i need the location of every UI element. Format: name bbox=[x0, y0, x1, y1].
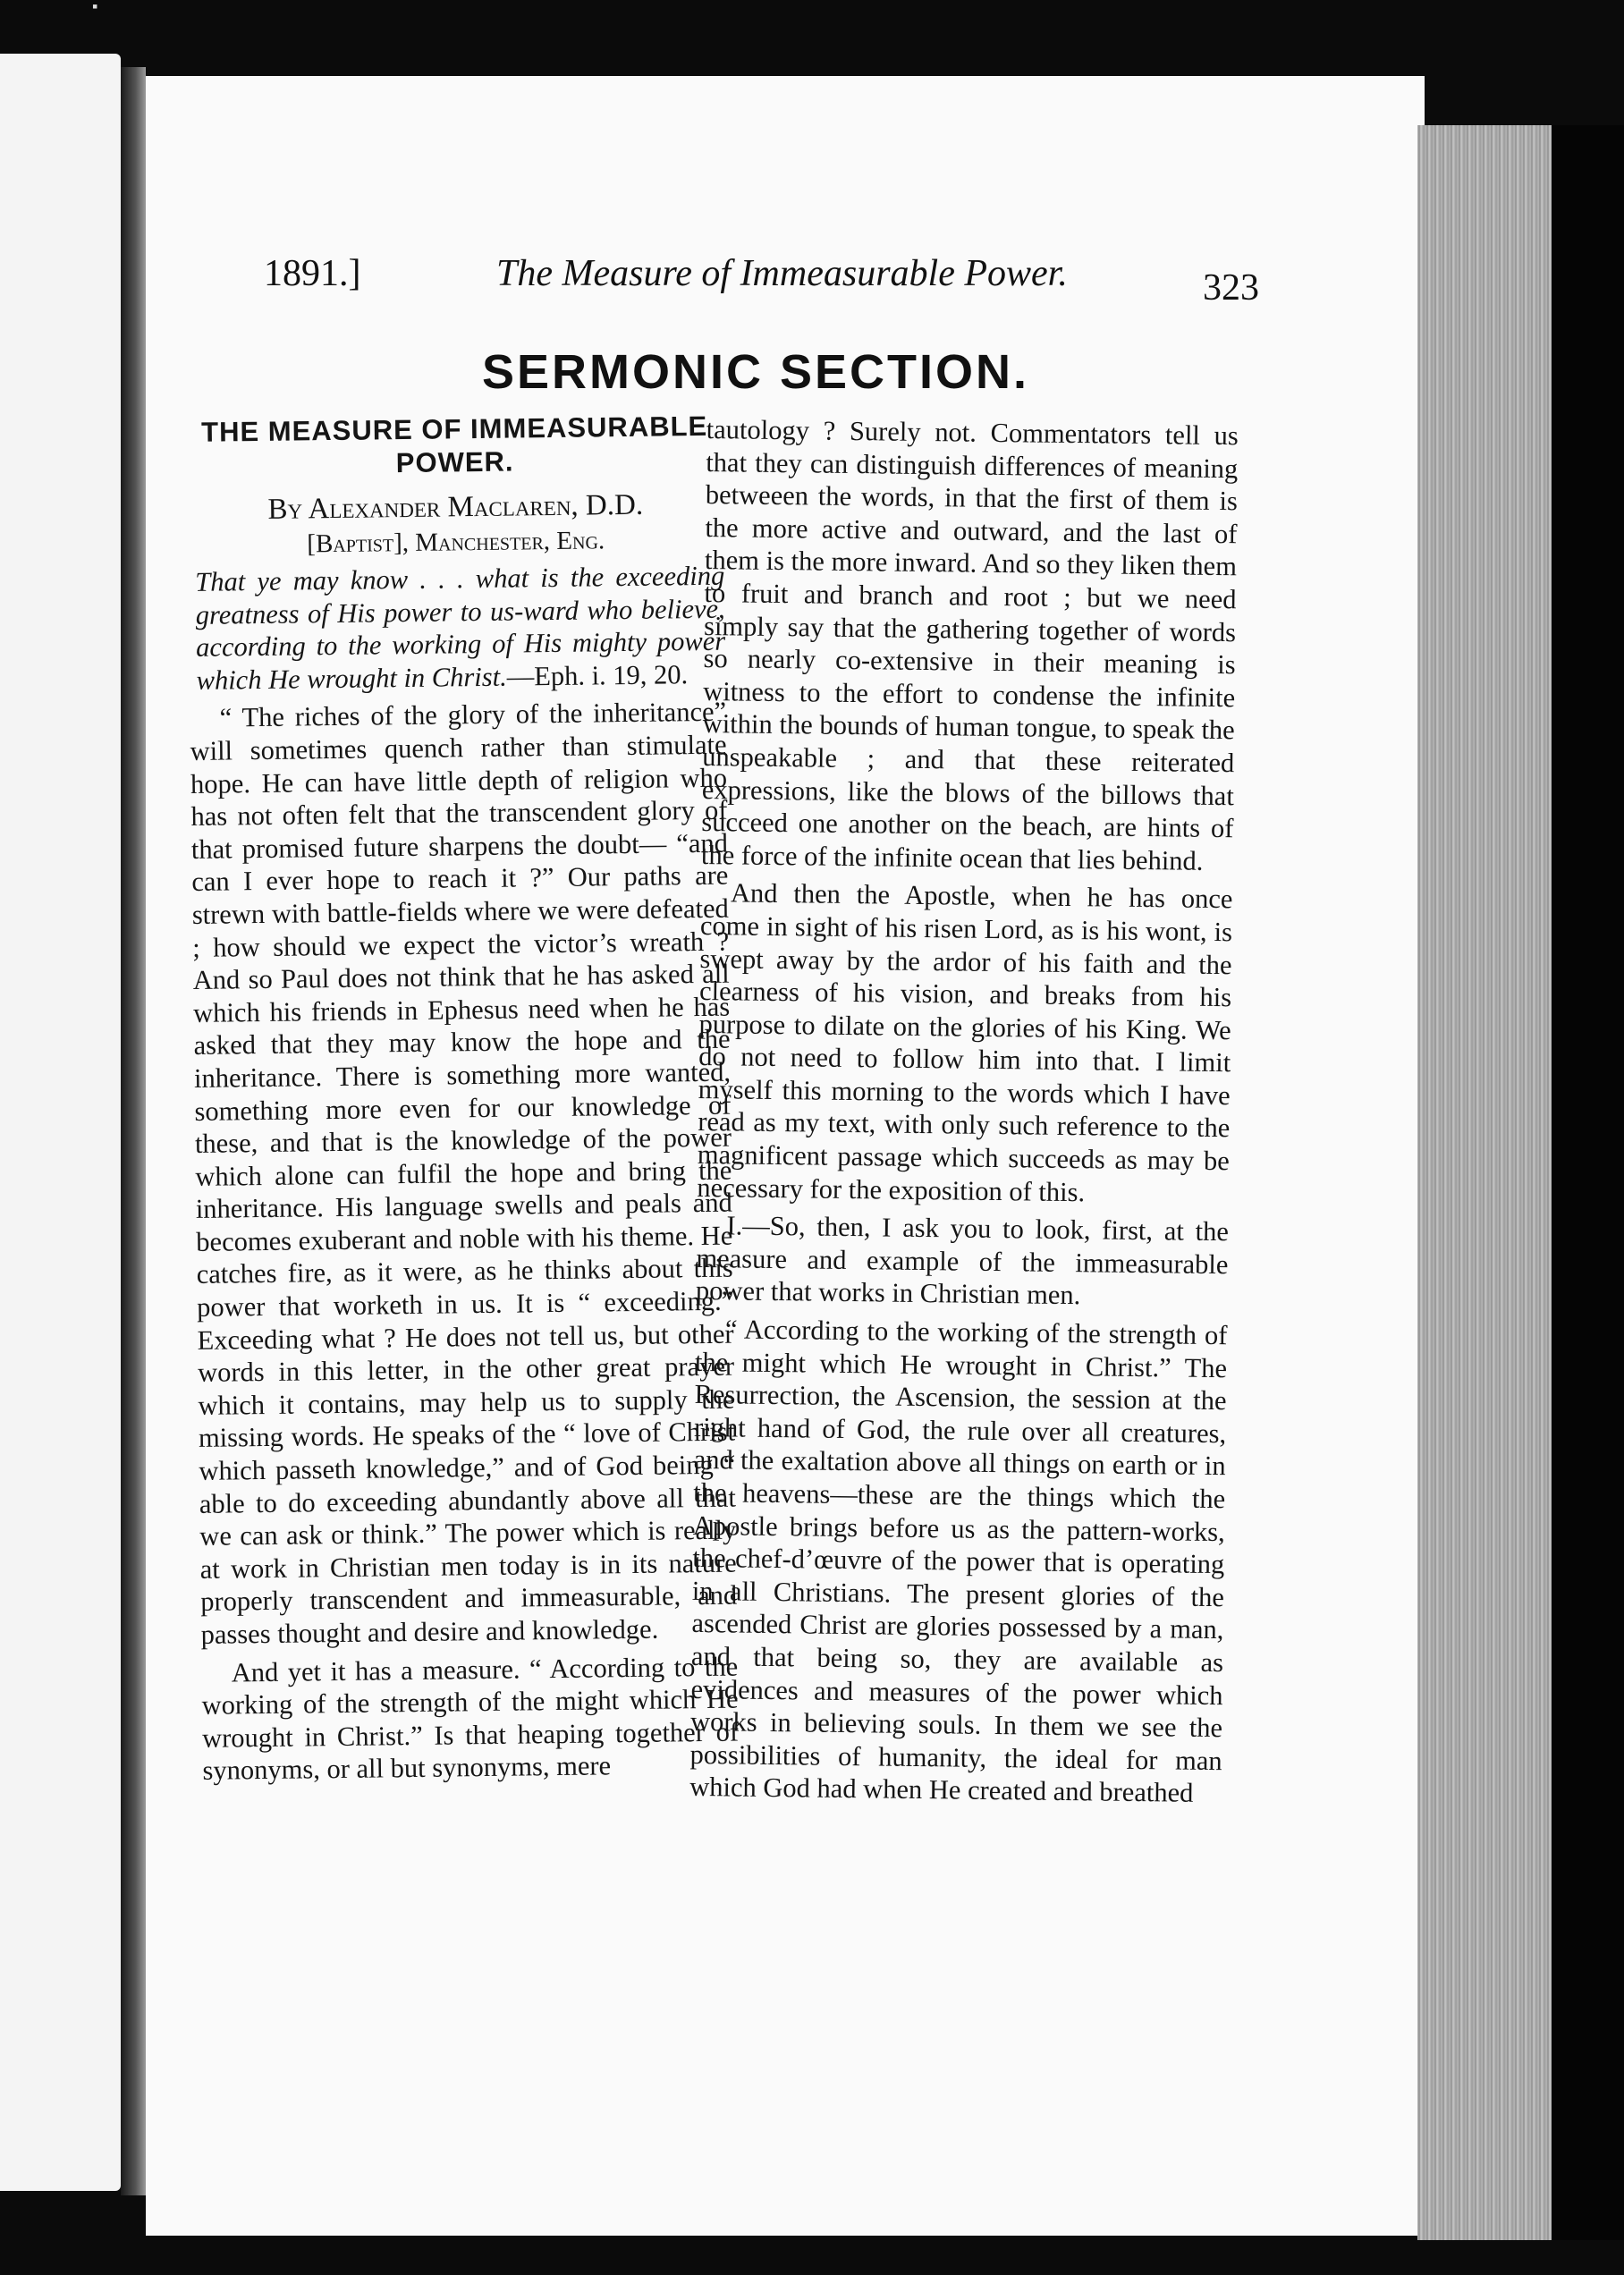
left-page-edge bbox=[0, 54, 121, 2191]
left-column bbox=[186, 410, 740, 1788]
body-paragraph: “ According to the working of the strength of the might which He wrought in Christ.” The Resurrection, the Ascension, the session at the right hand of God, the rule over all creatures, and the exaltation above all things on earth or in the heavens—these are the things which the Apostle brings before us as the pattern-works, the chef-d’œuvre of the power that is operating in all Christians. The present glories of the ascended Christ are glories possessed by a man, and that being so, they are available as evidences and measures of the power which works in believing souls. In them we see the possibilities of humanity, the ideal for man which God had when He created and breathed bbox=[689, 1314, 1228, 1809]
author-byline: By Alexander Maclaren, D.D. bbox=[267, 488, 644, 526]
body-paragraph: I.—So, then, I ask you to look, first, at the measure and example of the immeasurable power that works in Christian men. bbox=[695, 1210, 1230, 1311]
header-year: 1891.] bbox=[264, 253, 361, 294]
author-affiliation: [Baptist], Manchester, Eng. bbox=[307, 526, 605, 559]
epigraph bbox=[188, 560, 726, 698]
epigraph-reference: —Eph. i. 19, 20. bbox=[506, 658, 689, 692]
body-paragraph: And then the Apostle, when he has once come in sight of his risen Lord, as is his wont, is swept away by the ardor of his faith and the clearness of his vision, and breaks from his purpose to dilate on the glories of his King. We do not need to follow him into that. I limit myself this morning to the words which I have read as my text, with only such reference to the magnificent passage which succeeds as may be necessary for the exposition of this. bbox=[697, 877, 1233, 1207]
background-shadow bbox=[1552, 125, 1624, 2240]
right-column bbox=[689, 413, 1239, 1810]
page-stack-edge bbox=[1417, 125, 1552, 2240]
running-title: The Measure of Immeasurable Power. bbox=[496, 253, 1068, 294]
book-spine bbox=[121, 67, 146, 2195]
corner-speck: ▪ bbox=[92, 0, 98, 15]
epigraph-text: That ye may know . . . what is the exceeding greatness of His power to us-ward who believe, according to the working of His mighty power which He wrought in Christ. bbox=[195, 560, 726, 696]
body-paragraph: “ The riches of the glory of the inheritance” will sometimes quench rather than stimulate hope. He can have little depth of religion who has not often felt that the transcendent glory of that promised future sharpens the doubt— “and can I ever hope to reach it ?” Our paths are strewn with battle-fields where we were defeated ; how should we expect the victor’s wreath ? And so Paul does not think that he has asked all which his friends in Ephesus need when he has asked that they may know the hope and the inheritance. There is something more wanted, something more even for our knowledge of these, and that is the knowledge of the power which alone can fulfil the hope and bring the inheritance. His language swells and peals and becomes exuberant and noble with his theme. He catches fire, as it were, as he thinks about this power that worketh in us. It is “ exceeding.” Exceeding what ? He does not tell us, but other words in this letter, in the other great prayer which it contains, may help us to supply the missing words. He speaks of the “ love of Christ which passeth knowledge,” and of God being “ able to do exceeding abundantly above all that we can ask or think.” The power which is really at work in Christian men today is in its nature properly transcendent and immeasurable, and passes thought and desire and knowledge. bbox=[190, 697, 738, 1650]
body-paragraph: tautology ? Surely not. Commentators tell us that they can distinguish differences of meaning betweeen the words, in that the first of them is the more active and outward, and the last of them is the more inward. And so they liken them to fruit and branch and root ; but we need simply say that the gathering together of words so nearly co-extensive in their meaning is witness to the effort to condense the infinite within the bounds of human tongue, to speak the unspeakable ; and that these reiterated expressions, like the blows of the billows that succeed one another on the beach, are hints of the force of the infinite ocean that lies behind. bbox=[700, 413, 1239, 876]
page-number: 323 bbox=[1203, 267, 1259, 309]
running-header bbox=[264, 241, 1259, 322]
section-title: SERMONIC SECTION. bbox=[481, 345, 1030, 399]
article-title: THE MEASURE OF IMMEASURABLE POWER. bbox=[200, 410, 708, 479]
body-paragraph: And yet it has a measure. “ According to the working of the strength of the might which He wrought in Christ.” Is that heaping together of synonyms, or all but synonyms, mere bbox=[201, 1651, 740, 1787]
